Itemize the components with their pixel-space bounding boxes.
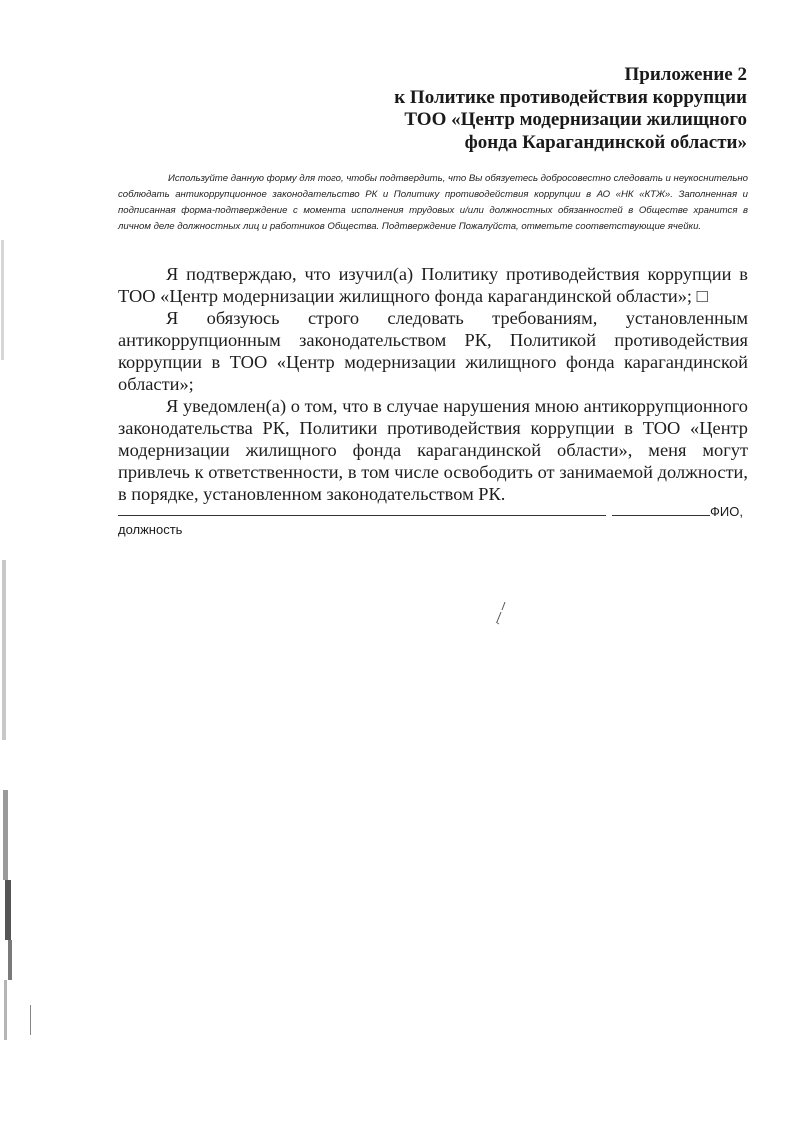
statement-liability-notice: Я уведомлен(а) о том, что в случае нарушения мною антикоррупционного законодательства РК, Политики противодействия коррупции в ТОО «Центр модернизации жилищного фонда карагандинской области», меня могут привлечь к ответственности, в том числе освободить от занимаемой должности, в порядке, установленном законодательством РК. xyxy=(118,396,748,504)
appendix-org-line2: фонда Карагандинской области» xyxy=(464,131,747,153)
signature-line xyxy=(118,504,743,520)
appendix-policy-title: к Политике противодействия коррупции xyxy=(394,86,747,108)
fio-label: ФИО, xyxy=(710,504,743,519)
signature-blank-name[interactable] xyxy=(118,504,606,516)
appendix-number: Приложение 2 xyxy=(624,64,747,85)
confirmation-statements xyxy=(118,263,748,505)
appendix-org-line1: ТОО «Центр модернизации жилищного xyxy=(404,109,747,130)
pen-mark xyxy=(493,600,509,626)
scan-edge-artifact xyxy=(0,0,40,1121)
document-header xyxy=(394,64,747,154)
statement-studied-policy: Я подтверждаю, что изучил(а) Политику противодействия коррупции в ТОО «Центр модернизации жилищного фонда карагандинской области»; □ xyxy=(118,264,748,306)
position-label: должность xyxy=(118,522,183,537)
statement-commitment: Я обязуюсь строго следовать требованиям, установленным антикоррупционным законодательством РК, Политикой противодействия коррупции в ТОО «Центр модернизации жилищного фонда карагандинской области»; xyxy=(118,308,748,394)
signature-blank-sign[interactable] xyxy=(612,504,710,516)
form-instructions: Используйте данную форму для того, чтобы подтвердить, что Вы обязуетесь добросовестно следовать и неукоснительно соблюдать антикоррупционное законодательство РК и Политику противодействия коррупции в АО «НК «КТЖ». Заполненная и подписанная форма-подтверждение с момента исполнения трудовых и/или должностных обязанностей в Обществе хранится в личном деле должностных лиц и работников Общества. Подтверждение Пожалуйста, отметьте соответствующие ячейки. xyxy=(118,173,748,232)
